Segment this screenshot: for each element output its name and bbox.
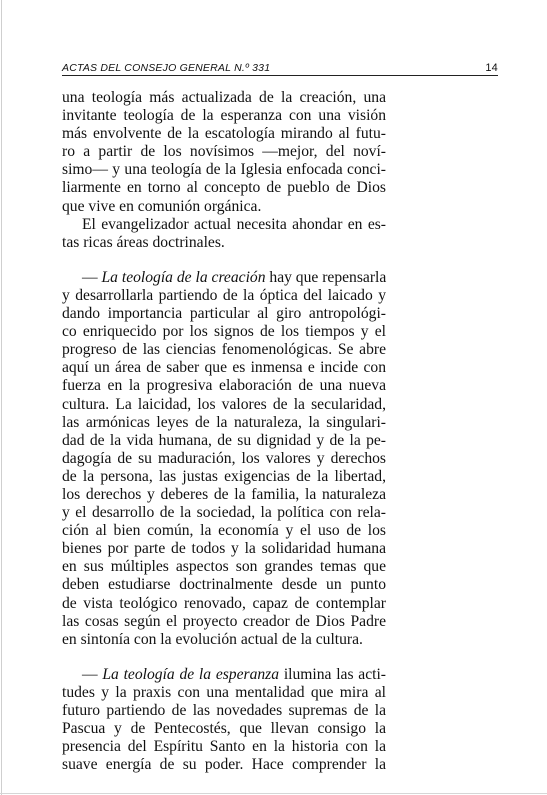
running-title: ACTAS DEL CONSEJO GENERAL N.º 331 — [62, 62, 271, 74]
text-line: invitante teología de la esperanza con una visión — [62, 107, 386, 125]
text-line: tudes y la praxis con una mentalidad que mira al — [62, 683, 386, 701]
paragraph-3 — [62, 269, 386, 649]
page-number: 14 — [485, 62, 498, 74]
text-line: ro a partir de los novísimos —mejor, del noví- — [62, 143, 386, 161]
text-line: bienes por parte de todos y la solidaridad humana — [62, 540, 386, 558]
text-line: aquí un área de saber que es inmensa e incide con — [62, 359, 386, 377]
header-rule — [62, 75, 498, 76]
section-term: La teología de la creación — [101, 268, 266, 286]
text-line: los derechos y deberes de la familia, la naturaleza — [62, 485, 386, 503]
running-header — [62, 62, 498, 76]
text-line: de vista teológico renovado, capaz de contemplar — [62, 594, 386, 612]
text-line: y el desarrollo de la sociedad, la política con rela- — [62, 504, 386, 522]
text-line: simo— y una teología de la Iglesia enfocada conci- — [62, 161, 386, 179]
text-line: deben estudiarse doctrinalmente desde un punto — [62, 576, 386, 594]
dash: — — [82, 268, 102, 286]
text-line: dad de la vida humana, de su dignidad y de la pe- — [62, 431, 386, 449]
text-line: dagogía de su maduración, los valores y derechos — [62, 449, 386, 467]
text-line-first — [62, 269, 386, 287]
text-line: tas ricas áreas doctrinales. — [62, 233, 225, 251]
text-line: Pascua y de Pentecostés, que llevan consigo la — [62, 720, 386, 738]
text-line-first — [62, 666, 386, 684]
paragraph-4 — [62, 666, 386, 775]
text-line: las cosas según el proyecto creador de Dios Padre — [62, 612, 386, 630]
paragraph-1 — [62, 89, 386, 216]
text-line: más envolvente de la escatología mirando al futu- — [62, 125, 386, 143]
dash: — — [82, 665, 103, 683]
text-line: ción al bien común, la economía y el uso de los — [62, 522, 386, 540]
text-line: una teología más actualizada de la creación, una — [62, 89, 386, 106]
text-line: El evangelizador actual necesita ahondar en es- — [82, 215, 386, 233]
text-line: las armónicas leyes de la naturaleza, la singulari- — [62, 413, 386, 431]
text-line: presencia del Espíritu Santo en la historia con la — [62, 738, 386, 756]
paragraph-2 — [62, 216, 386, 252]
text-line: de la persona, las justas exigencias de la libertad, — [62, 467, 386, 485]
scan-edge-bottom — [0, 793, 547, 794]
scan-edge-left — [1, 0, 2, 795]
text-line: que vive en comunión orgánica. — [62, 197, 262, 215]
text-line: fuerza en la progresiva elaboración de una nueva — [62, 377, 386, 395]
text-line: cultura. La laicidad, los valores de la secularidad, — [62, 395, 386, 413]
text-line: progreso de las ciencias fenomenológicas. Se abre — [62, 341, 386, 359]
text-line: suave energía de su poder. Hace comprender la — [62, 756, 386, 774]
text-line: co enriquecido por los signos de los tiempos y el — [62, 323, 386, 341]
text-line: en sintonía con la evolución actual de la cultura. — [62, 630, 363, 648]
line-rest: ilumina las acti- — [279, 665, 386, 683]
text-line: dando importancia particular al giro antropológi- — [62, 305, 386, 323]
text-line: futuro partiendo de las novedades supremas de la — [62, 702, 386, 719]
section-term: La teología de la esperanza — [102, 665, 280, 683]
text-line: y desarrollarla partiendo de la óptica del laicado y — [62, 286, 386, 304]
line-rest: hay que repensarla — [265, 268, 387, 286]
body-text — [62, 89, 386, 774]
text-line: en sus múltiples aspectos son grandes temas que — [62, 558, 386, 576]
text-line: liarmente en torno al concepto de pueblo de Dios — [62, 179, 386, 197]
